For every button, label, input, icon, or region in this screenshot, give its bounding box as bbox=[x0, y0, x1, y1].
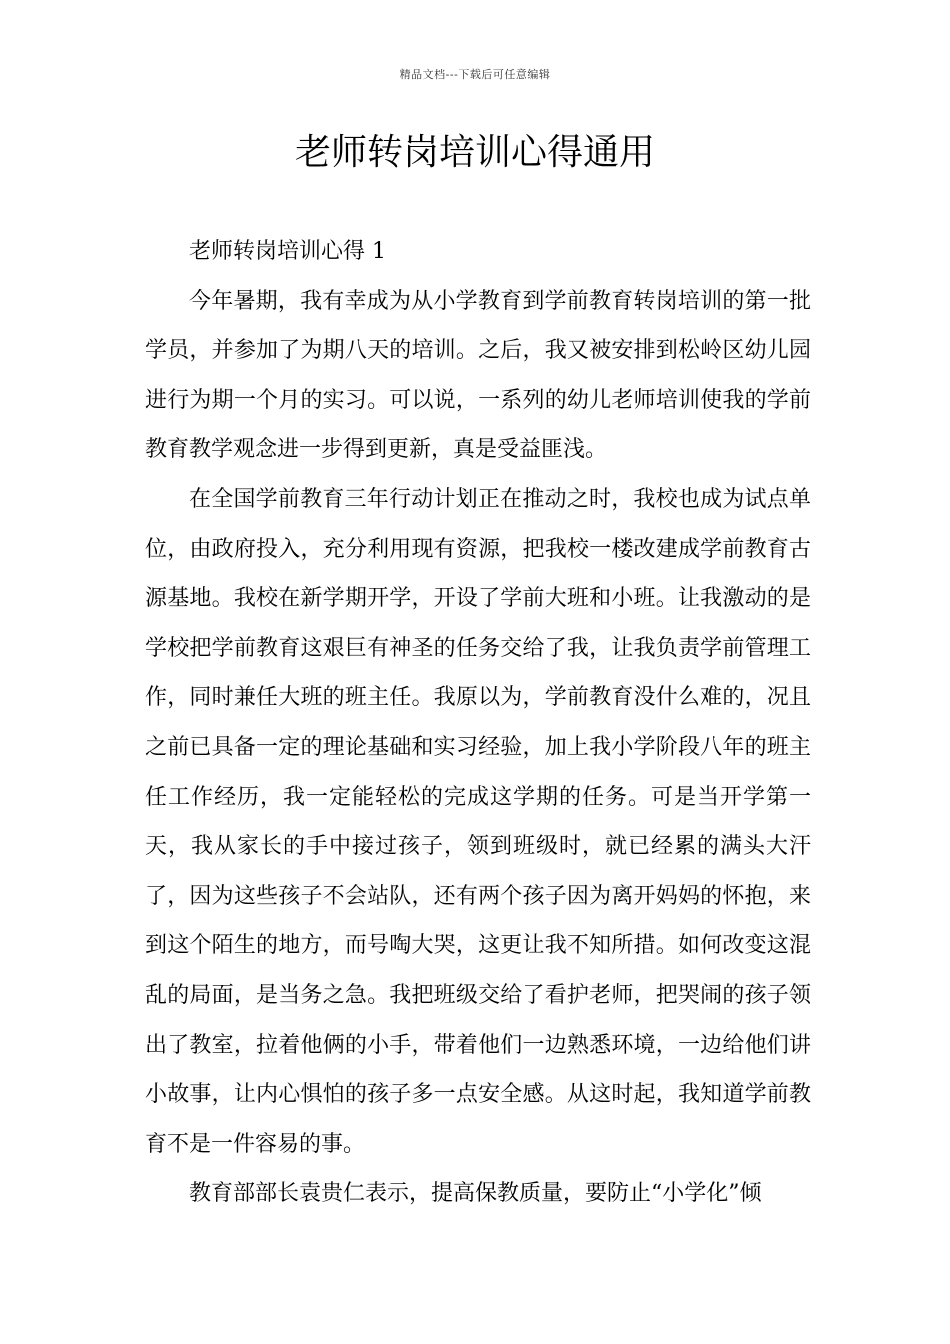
paragraph: 在全国学前教育三年行动计划正在推动之时，我校也成为试点单位，由政府投入，充分利用现有资源，把我校一楼改建成学前教育古源基地。我校在新学期开学，开设了学前大班和小班。让我激动的是学校把学前教育这艰巨有神圣的任务交给了我，让我负责学前管理工作，同时兼任大班的班主任。我原以为，学前教育没什么难的，况且之前已具备一定的理论基础和实习经验，加上我小学阶段八年的班主任工作经历，我一定能轻松的完成这学期的任务。可是当开学第一天，我从家长的手中接过孩子，领到班级时，就已经累的满头大汗了，因为这些孩子不会站队，还有两个孩子因为离开妈妈的怀抱，来到这个陌生的地方，而号啕大哭，这更让我不知所措。如何改变这混乱的局面，是当务之急。我把班级交给了看护老师，把哭闹的孩子领出了教室，拉着他俩的小手，带着他们一边熟悉环境，一边给他们讲小故事，让内心惧怕的孩子多一点安全感。从这时起，我知道学前教育不是一件容易的事。 bbox=[145, 486, 811, 1157]
paragraph: 教育部部长袁贵仁表示，提高保教质量，要防止“小学化”倾 bbox=[189, 1181, 762, 1207]
paragraph: 今年暑期，我有幸成为从小学教育到学前教育转岗培训的第一批学员，并参加了为期八天的培训。之后，我又被安排到松岭区幼儿园进行为期一个月的实习。可以说，一系列的幼儿老师培训使我的学前教育教学观念进一步得到更新，真是受益匪浅。 bbox=[145, 288, 811, 463]
section-subheading: 老师转岗培训心得 1 bbox=[189, 239, 386, 264]
page-title: 老师转岗培训心得通用 bbox=[294, 132, 655, 173]
document-body bbox=[145, 227, 811, 1219]
header-note: 精品文档---下载后可任意编辑 bbox=[399, 68, 551, 81]
